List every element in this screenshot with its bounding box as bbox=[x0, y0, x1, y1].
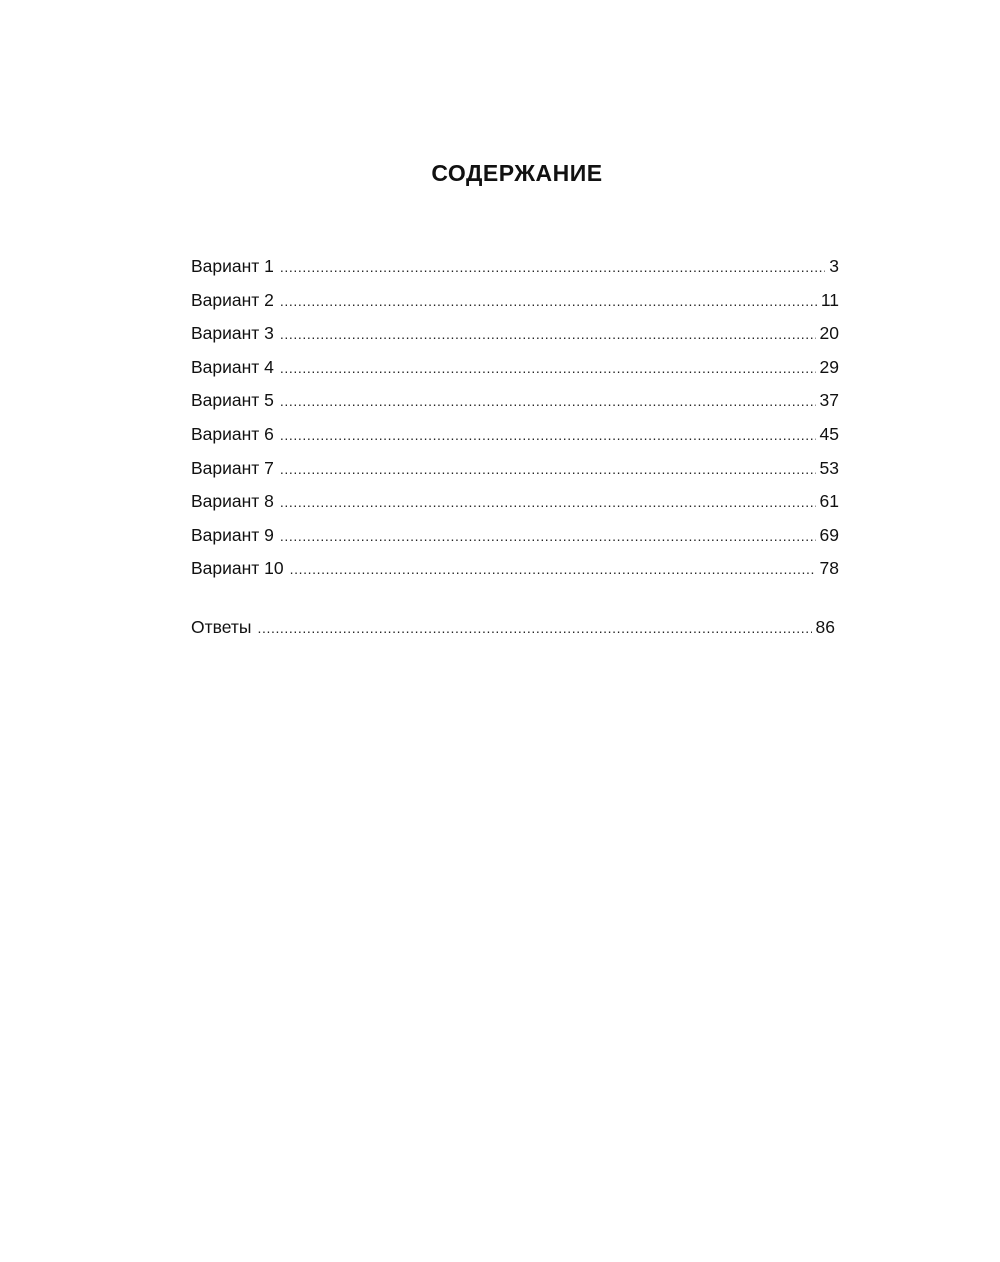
dot-leader bbox=[257, 616, 811, 640]
toc-entry-label: Вариант 7 bbox=[191, 457, 274, 478]
toc-entry-label: Вариант 8 bbox=[191, 491, 274, 512]
toc-entry-answers[interactable] bbox=[191, 615, 839, 649]
toc-entry-page-number: 53 bbox=[819, 457, 839, 478]
toc-entry-label: Вариант 1 bbox=[191, 256, 274, 276]
toc-entry-variant-3[interactable] bbox=[191, 321, 839, 355]
toc-entry-page-number: 20 bbox=[819, 323, 839, 344]
toc-entry-label: Вариант 2 bbox=[191, 289, 274, 310]
toc-entry-page-number: 78 bbox=[819, 558, 839, 579]
dot-leader bbox=[280, 289, 817, 313]
toc-entry-page-number: 29 bbox=[819, 356, 839, 377]
toc-entry-variant-1[interactable] bbox=[191, 254, 839, 288]
toc-entry-page-number: 37 bbox=[819, 390, 839, 411]
toc-entry-variant-5[interactable] bbox=[191, 388, 839, 422]
table-of-contents bbox=[191, 254, 839, 649]
dot-leader bbox=[280, 389, 816, 413]
dot-leader bbox=[280, 322, 816, 346]
toc-entry-variant-4[interactable] bbox=[191, 355, 839, 389]
toc-entry-variant-6[interactable] bbox=[191, 422, 839, 456]
toc-entry-variant-9[interactable] bbox=[191, 523, 839, 557]
toc-entry-page-number: 86 bbox=[815, 616, 835, 637]
toc-entry-label: Вариант 5 bbox=[191, 390, 274, 411]
toc-entry-page-number: 11 bbox=[820, 289, 839, 310]
dot-leader bbox=[280, 457, 816, 481]
dot-leader bbox=[280, 423, 816, 447]
toc-entry-label: Вариант 4 bbox=[191, 356, 274, 377]
dot-leader bbox=[280, 524, 816, 548]
toc-entry-label: Вариант 10 bbox=[191, 558, 284, 579]
toc-entry-page-number: 45 bbox=[819, 423, 839, 444]
dot-leader bbox=[280, 356, 816, 380]
toc-entry-page-number: 3 bbox=[829, 256, 839, 276]
toc-entry-label: Вариант 6 bbox=[191, 423, 274, 444]
toc-entry-variant-10[interactable] bbox=[191, 556, 839, 590]
dot-leader bbox=[280, 490, 816, 514]
dot-leader bbox=[280, 255, 825, 279]
toc-entry-page-number: 61 bbox=[819, 491, 839, 512]
toc-entry-variant-7[interactable] bbox=[191, 456, 839, 490]
toc-entry-variant-8[interactable] bbox=[191, 489, 839, 523]
toc-entry-page-number: 69 bbox=[819, 524, 839, 545]
toc-entry-label: Ответы bbox=[191, 616, 252, 637]
toc-entry-label: Вариант 9 bbox=[191, 524, 274, 545]
page-title: СОДЕРЖАНИЕ bbox=[431, 160, 603, 186]
dot-leader bbox=[290, 557, 816, 581]
toc-entry-variant-2[interactable] bbox=[191, 288, 839, 322]
toc-entry-label: Вариант 3 bbox=[191, 323, 274, 344]
